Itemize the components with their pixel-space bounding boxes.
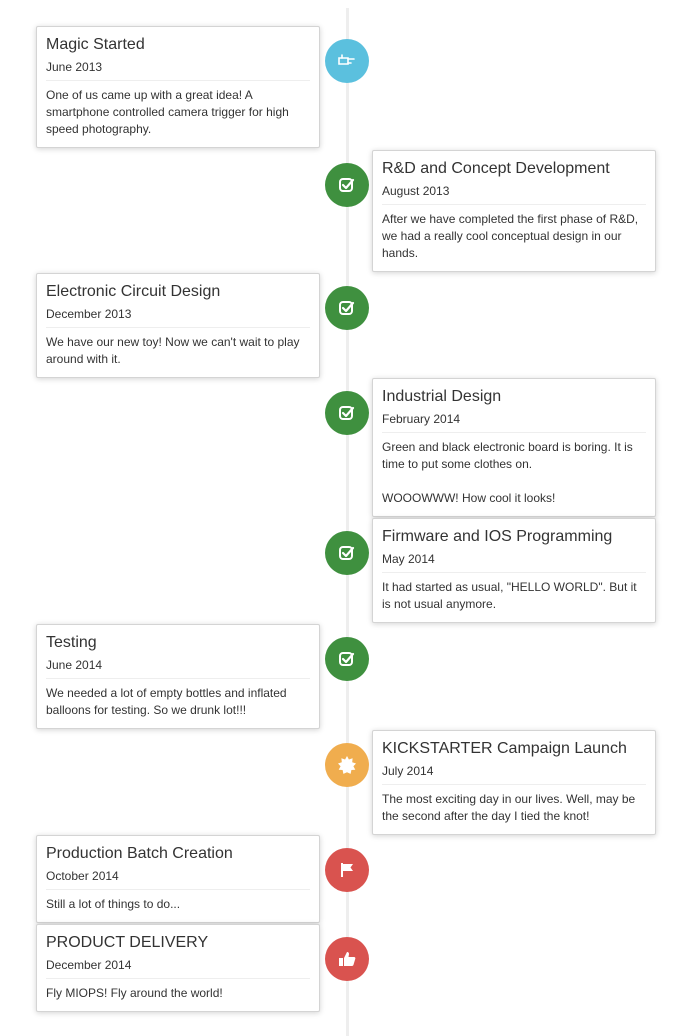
- panel-date: December 2013: [46, 306, 310, 328]
- check-square-icon: [338, 544, 356, 562]
- panel-body: It had started as usual, "HELLO WORLD". But it is not usual anymore.: [382, 580, 637, 611]
- panel-body: The most exciting day in our lives. Well, may be the second after the day I tied the knot!: [382, 792, 636, 823]
- hand-pointing-icon: [337, 51, 357, 71]
- panel-date: October 2014: [46, 868, 310, 890]
- timeline-panel: [372, 378, 656, 517]
- check-square-icon: [338, 176, 356, 194]
- panel-title: KICKSTARTER Campaign Launch: [382, 740, 627, 757]
- timeline-panel: [36, 273, 320, 378]
- timeline-panel: [372, 150, 656, 272]
- panel-title: PRODUCT DELIVERY: [46, 934, 209, 951]
- check-square-icon: [338, 650, 356, 668]
- timeline-badge: [325, 743, 369, 787]
- timeline-panel: [36, 26, 320, 148]
- panel-date: June 2014: [46, 657, 310, 679]
- timeline-badge: [325, 391, 369, 435]
- timeline-badge: [325, 637, 369, 681]
- check-square-icon: [338, 404, 356, 422]
- panel-date: May 2014: [382, 551, 646, 573]
- panel-date: June 2013: [46, 59, 310, 81]
- panel-title: Magic Started: [46, 36, 145, 53]
- timeline-panel: [36, 924, 320, 1012]
- panel-title: Testing: [46, 634, 97, 651]
- timeline-badge: [325, 937, 369, 981]
- timeline-panel: [36, 835, 320, 923]
- panel-date: August 2013: [382, 183, 646, 205]
- flag-icon: [338, 861, 356, 879]
- panel-body: One of us came up with a great idea! A smartphone controlled camera trigger for high speed photography.: [46, 88, 289, 136]
- timeline-badge: [325, 163, 369, 207]
- thumbs-up-icon: [337, 949, 357, 969]
- panel-date: December 2014: [46, 957, 310, 979]
- panel-body: Green and black electronic board is boring. It is time to put some clothes on. WOOOWWW! How cool it looks!: [382, 440, 633, 505]
- timeline-badge: [325, 286, 369, 330]
- panel-title: Firmware and IOS Programming: [382, 528, 613, 545]
- panel-body: Fly MIOPS! Fly around the world!: [46, 986, 223, 1000]
- timeline-panel: [372, 730, 656, 835]
- panel-date: July 2014: [382, 763, 646, 785]
- panel-body: After we have completed the first phase of R&D, we had a really cool conceptual design in our hands.: [382, 212, 639, 260]
- check-square-icon: [338, 299, 356, 317]
- panel-date: February 2014: [382, 411, 646, 433]
- timeline-panel: [36, 624, 320, 729]
- panel-body: We have our new toy! Now we can't wait to play around with it.: [46, 335, 300, 366]
- timeline-badge: [325, 39, 369, 83]
- panel-title: R&D and Concept Development: [382, 160, 610, 177]
- panel-body: Still a lot of things to do...: [46, 897, 181, 911]
- timeline-badge: [325, 531, 369, 575]
- certificate-icon: [337, 755, 357, 775]
- panel-title: Electronic Circuit Design: [46, 283, 221, 300]
- timeline-badge: [325, 848, 369, 892]
- panel-title: Production Batch Creation: [46, 845, 233, 862]
- panel-body: We needed a lot of empty bottles and inflated balloons for testing. So we drunk lot!!!: [46, 686, 287, 717]
- timeline-panel: [372, 518, 656, 623]
- panel-title: Industrial Design: [382, 388, 502, 405]
